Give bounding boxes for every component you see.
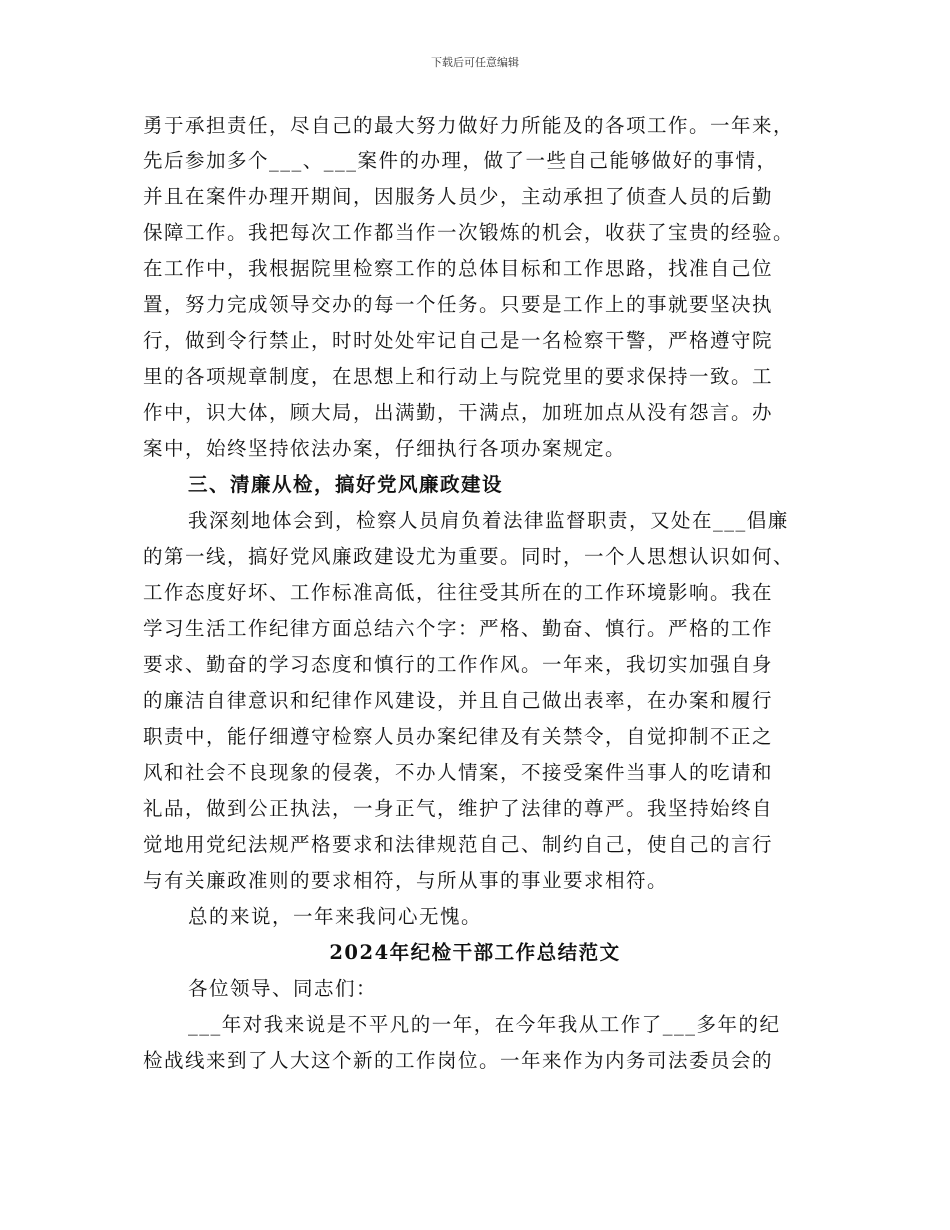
- body-line: 在工作中，我根据院里检察工作的总体目标和工作思路，找准自己位: [143, 257, 774, 280]
- body-line: 要求、勤奋的学习态度和慎行的工作作风。一年来，我切实加强自身: [143, 653, 774, 676]
- body-line: 职责中，能仔细遵守检察人员办案纪律及有关禁令，自觉抑制不正之: [143, 725, 774, 748]
- body-line: 勇于承担责任，尽自己的最大努力做好力所能及的各项工作。一年来，: [143, 114, 795, 137]
- salutation: 各位领导、同志们：: [188, 977, 378, 1000]
- body-line: 觉地用党纪法规严格要求和法律规范自己、制约自己，使自己的言行: [143, 833, 774, 856]
- body-line: 我深刻地体会到，检察人员肩负着法律监督职责，又处在___倡廉: [188, 509, 789, 532]
- body-line: 行，做到令行禁止，时时处处牢记自己是一名检察干警，严格遵守院: [143, 329, 774, 352]
- section-heading: 三、清廉从检，搞好党风廉政建设: [188, 473, 504, 496]
- page-header: 下载后可任意编辑: [431, 56, 519, 69]
- body-line: 保障工作。我把每次工作都当作一次锻炼的机会，收获了宝贵的经验。: [143, 221, 795, 244]
- body-line: 案中，始终坚持依法办案，仔细执行各项办案规定。: [143, 437, 627, 460]
- body-line: 置，努力完成领导交办的每一个任务。只要是工作上的事就要坚决执: [143, 293, 774, 316]
- body-line: 的第一线，搞好党风廉政建设尤为重要。同时，一个人思想认识如何、: [143, 545, 795, 568]
- body-line: 检战线来到了人大这个新的工作岗位。一年来作为内务司法委员会的: [143, 1049, 774, 1072]
- body-line: 作中，识大体，顾大局，出满勤，干满点，加班加点从没有怨言。办: [143, 401, 774, 424]
- body-line: 风和社会不良现象的侵袭，不办人情案，不接受案件当事人的吃请和: [143, 761, 774, 784]
- body-line: 的廉洁自律意识和纪律作风建设，并且自己做出表率，在办案和履行: [143, 689, 774, 712]
- body-line: 里的各项规章制度，在思想上和行动上与院党里的要求保持一致。工: [143, 365, 774, 388]
- body-line: 工作态度好坏、工作标准高低，往往受其所在的工作环境影响。我在: [143, 581, 774, 604]
- body-line: 与有关廉政准则的要求相符，与所从事的事业要求相符。: [143, 869, 669, 892]
- document-title: 2024年纪检干部工作总结范文: [329, 941, 621, 964]
- body-line: ___年对我来说是不平凡的一年，在今年我从工作了___多年的纪: [188, 1013, 781, 1036]
- body-line: 学习生活工作纪律方面总结六个字：严格、勤奋、慎行。严格的工作: [143, 617, 774, 640]
- body-line: 先后参加多个___、___案件的办理，做了一些自己能够做好的事情，: [143, 149, 778, 172]
- body-line: 总的来说，一年来我问心无愧。: [188, 905, 483, 928]
- body-line: 并且在案件办理开期间，因服务人员少，主动承担了侦查人员的后勤: [143, 185, 774, 208]
- body-line: 礼品，做到公正执法，一身正气，维护了法律的尊严。我坚持始终自: [143, 797, 774, 820]
